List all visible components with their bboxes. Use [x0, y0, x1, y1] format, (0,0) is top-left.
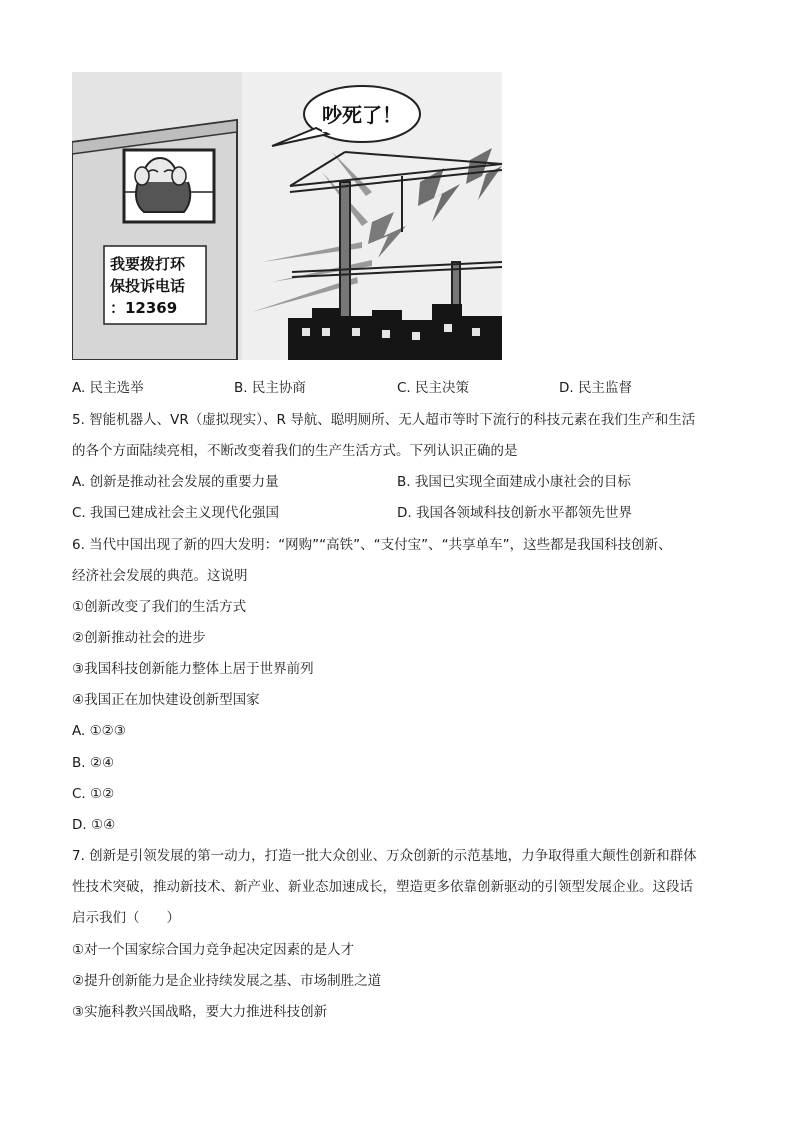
- speech-bubble-text: 吵死了！: [322, 103, 402, 127]
- noise-complaint-cartoon: [72, 72, 502, 360]
- q4-option-b: B. 民主协商: [234, 380, 306, 396]
- q7-stem-line-1: 7. 创新是引领发展的第一动力，打造一批大众创业、万众创新的示范基地，力争取得重大颠性创新和群体: [72, 848, 697, 864]
- q4-option-a: A. 民主选举: [72, 380, 144, 396]
- q7-statement-2: ②提升创新能力是企业持续发展之基、市场制胜之道: [72, 973, 382, 989]
- q5-option-c: C. 我国已建成社会主义现代化强国: [72, 505, 280, 521]
- q5-option-a: A. 创新是推动社会发展的重要力量: [72, 474, 279, 490]
- q6-stem-line-1: 6. 当代中国出现了新的四大发明：“网购”“高铁”、“支付宝”、“共享单车”，这些都是我国科技创新、: [72, 537, 672, 553]
- q4-option-c: C. 民主决策: [397, 380, 470, 396]
- q6-statement-4: ④我国正在加快建设创新型国家: [72, 692, 260, 708]
- sign-line-2: 保投诉电话: [110, 277, 186, 295]
- q6-stem-line-2: 经济社会发展的典范。这说明: [72, 568, 248, 584]
- sign-line-1: 我要拨打环: [110, 255, 186, 273]
- q7-stem-line-2: 性技术突破，推动新技术、新产业、新业态加速成长，塑造更多依靠创新驱动的引领型发展企业。这段话: [72, 879, 693, 895]
- q7-stem-line-3: 启示我们（ ）: [72, 910, 180, 926]
- q5-option-d: D. 我国各领域科技创新水平都领先世界: [397, 505, 632, 521]
- sign-line-3: ：12369: [110, 299, 178, 317]
- q5-stem-line-2: 的各个方面陆续亮相，不断改变着我们的生产生活方式。下列认识正确的是: [72, 443, 518, 459]
- q5-stem-line-1: 5. 智能机器人、VR（虚拟现实）、R 导航、聪明厕所、无人超市等时下流行的科技元素在我们生产和生活: [72, 412, 696, 428]
- q6-option-a: A. ①②③: [72, 723, 126, 739]
- q7-statement-3: ③实施科教兴国战略，要大力推进科技创新: [72, 1004, 328, 1020]
- q6-statement-3: ③我国科技创新能力整体上居于世界前列: [72, 661, 314, 677]
- q4-option-d: D. 民主监督: [559, 380, 632, 396]
- q6-statement-2: ②创新推动社会的进步: [72, 630, 206, 646]
- q6-statement-1: ①创新改变了我们的生活方式: [72, 599, 247, 615]
- q6-option-b: B. ②④: [72, 755, 115, 771]
- q7-statement-1: ①对一个国家综合国力竞争起决定因素的是人才: [72, 942, 355, 958]
- q6-option-d: D. ①④: [72, 817, 116, 833]
- q5-option-b: B. 我国已实现全面建成小康社会的目标: [397, 474, 631, 490]
- q6-option-c: C. ①②: [72, 786, 115, 802]
